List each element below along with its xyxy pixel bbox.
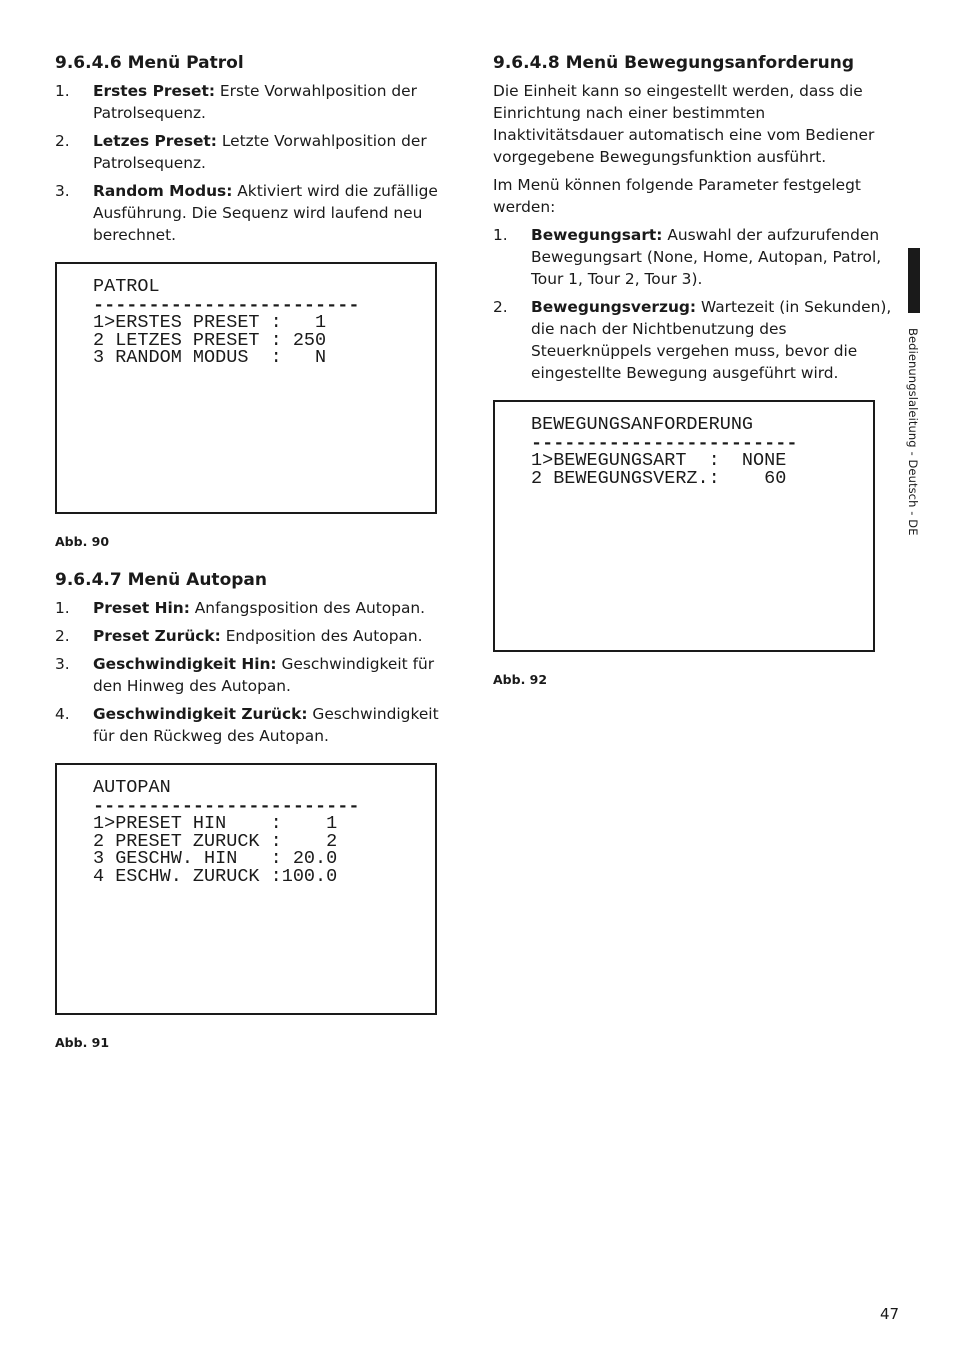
menu-line: 1>ERSTES PRESET : 1 bbox=[93, 312, 327, 334]
side-label: Bedienungslaleitung - Deutsch - DE bbox=[906, 328, 920, 536]
menu-separator: ------------------------ bbox=[93, 294, 360, 316]
menu-line: 2 PRESET ZURUCK : 2 bbox=[93, 830, 338, 852]
list-item: 1. Bewegungsart: Auswahl der aufzurufenden Bewegungsart (None, Home, Autopan, Patrol, Tour 1, Tour 2, Tour 3). bbox=[493, 226, 882, 288]
section-heading: 9.6.4.6 Menü Patrol bbox=[55, 53, 244, 73]
menu-line: 2 LETZES PRESET : 250 bbox=[93, 329, 327, 351]
list-item: 2. Bewegungsverzug: Wartezeit (in Sekunden), die nach der Nichtbenutzung des Steuerknüppels vergehen muss, bevor die eingestellte Bewegung ausgeführt wird. bbox=[493, 298, 892, 382]
list-item: 1. Erstes Preset: Erste Vorwahlposition der Patrolsequenz. bbox=[55, 82, 417, 122]
list-item: 2. Letzes Preset: Letzte Vorwahlposition der Patrolsequenz. bbox=[55, 132, 427, 172]
right-column bbox=[493, 52, 893, 707]
section-heading: 9.6.4.8 Menü Bewegungsanforderung bbox=[493, 53, 855, 73]
menu-separator: ------------------------ bbox=[531, 432, 798, 454]
item-list bbox=[493, 224, 893, 384]
list-item: 1. Preset Hin: Anfangsposition des Autopan. bbox=[55, 599, 426, 617]
item-list bbox=[55, 597, 455, 747]
list-item: 3. Random Modus: Aktiviert wird die zufällige Ausführung. Die Sequenz wird laufend neu berechnet. bbox=[55, 182, 438, 244]
menu-line: 3 GESCHW. HIN : 20.0 bbox=[93, 848, 338, 870]
section-heading: 9.6.4.7 Menü Autopan bbox=[55, 570, 267, 590]
paragraph: Im Menü können folgende Parameter festgelegt werden: bbox=[493, 176, 861, 216]
section-autopan bbox=[55, 569, 455, 1050]
menu-screen-motion-request bbox=[493, 400, 875, 652]
list-item: 4. Geschwindigkeit Zurück: Geschwindigkeit für den Rückweg des Autopan. bbox=[55, 705, 439, 745]
paragraph: Die Einheit kann so eingestellt werden, dass die Einrichtung nach einer bestimmten Inaktivitätsdauer automatisch eine vom Bediener vorgegebene Bewegungsfunktion ausführt. bbox=[493, 82, 875, 166]
menu-separator: ------------------------ bbox=[93, 795, 360, 817]
item-list bbox=[55, 80, 455, 246]
menu-title: AUTOPAN bbox=[93, 777, 171, 798]
menu-screen-autopan bbox=[55, 763, 437, 1015]
menu-title: PATROL bbox=[93, 276, 160, 297]
menu-line: 2 BEWEGUNGSVERZ.: 60 bbox=[531, 467, 787, 489]
figure-caption: Abb. 92 bbox=[493, 672, 548, 687]
list-item: 3. Geschwindigkeit Hin: Geschwindigkeit für den Hinweg des Autopan. bbox=[55, 655, 435, 695]
menu-line: 1>PRESET HIN : 1 bbox=[93, 813, 338, 835]
menu-line: 3 RANDOM MODUS : N bbox=[93, 347, 327, 369]
page-number: 47 bbox=[880, 1305, 900, 1323]
figure-caption: Abb. 90 bbox=[55, 534, 110, 549]
side-tab-marker bbox=[908, 248, 920, 313]
section-motion-request bbox=[493, 52, 893, 687]
left-column bbox=[55, 52, 455, 1070]
menu-title: BEWEGUNGSANFORDERUNG bbox=[531, 414, 754, 435]
menu-line: 4 ESCHW. ZURUCK :100.0 bbox=[93, 865, 338, 887]
menu-line: 1>BEWEGUNGSART : NONE bbox=[531, 450, 787, 472]
figure-caption: Abb. 91 bbox=[55, 1035, 110, 1050]
section-patrol bbox=[55, 52, 455, 549]
menu-screen-patrol bbox=[55, 262, 437, 514]
list-item: 2. Preset Zurück: Endposition des Autopan. bbox=[55, 627, 423, 645]
